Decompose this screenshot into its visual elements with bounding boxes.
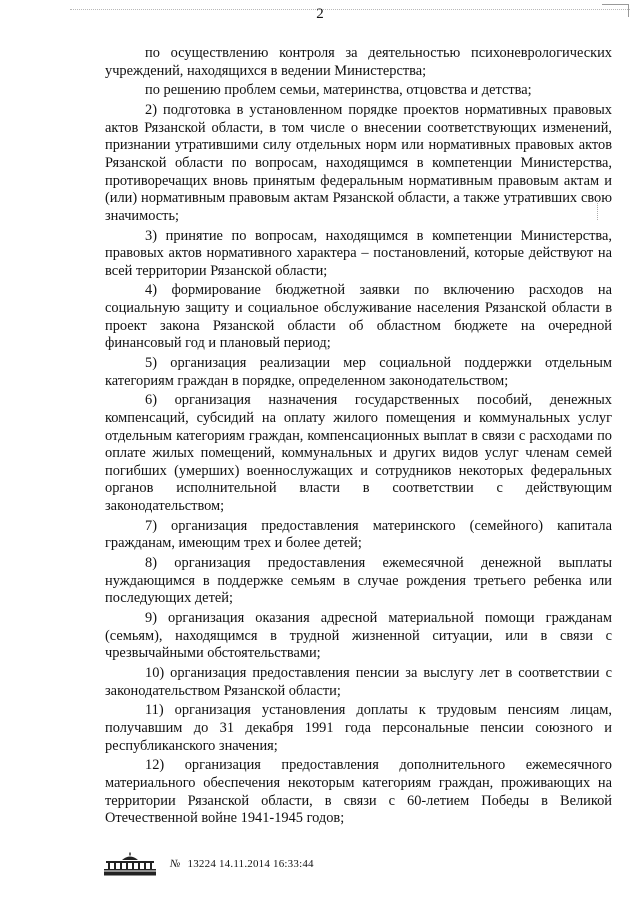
registration-stamp xyxy=(170,858,314,870)
paragraph-9: 9) организация оказания адресной материальной помощи гражданам (семьям), находящимся в трудной жизненной ситуации, или в связи с чрезвычайными обстоятельствами; xyxy=(105,610,612,662)
paragraph-1: по решению проблем семьи, материнства, отцовства и детства; xyxy=(145,82,532,99)
document-id: 13224 xyxy=(187,858,217,870)
paragraph-6: 6) организация назначения государственных пособий, денежных компенсаций, субсидий на оплату жилого помещения и коммунальных услуг отдельным категориям граждан, компенсационных выплат в связи с расходами по оплате жилых помещений, коммунальных и других видов услуг членам семей погибших (умерших) военнослужащих и сотрудников некоторых федеральных органов исполнительной власти в соответствии с действующим законодательством; xyxy=(105,392,612,514)
paragraph-10: 10) организация предоставления пенсии за выслугу лет в соответствии с законодательством Рязанской области; xyxy=(105,665,612,699)
paragraph-8: 8) организация предоставления ежемесячной денежной выплаты нуждающимся в поддержке семьям в случае рождения третьего ребенка или последующих детей; xyxy=(105,555,612,607)
footer xyxy=(100,852,314,876)
paragraph-4: 4) формирование бюджетной заявки по включению расходов на социальную защиту и социальное обслуживание населения Рязанской области в проект закона Рязанской области об областном бюджете на очередной финансовый год и плановый период; xyxy=(105,282,612,352)
paragraph-5: 5) организация реализации мер социальной поддержки отдельным категориям граждан в порядке, определенном законодательством; xyxy=(105,355,612,389)
number-sign: № xyxy=(170,858,181,870)
paragraph-12: 12) организация предоставления дополнительного ежемесячного материального обеспечения некоторым категориям граждан, проживающих на территории Рязанской области, в связи с 60-летием Победы в Великой Отечественной войне 1941-1945 годов; xyxy=(105,757,612,827)
paragraph-0: по осуществлению контроля за деятельностью психоневрологических учреждений, находящихся в ведении Министерства; xyxy=(105,45,612,79)
archive-logo-icon xyxy=(100,852,160,876)
paragraph-3: 3) принятие по вопросам, находящимся в компетенции Министерства, правовых актов нормативного характера – постановлений, которые действуют на всей территории Рязанской области; xyxy=(105,227,612,279)
paragraph-11: 11) организация установления доплаты к трудовым пенсиям лицам, получавшим до 31 декабря 1991 года персональные пенсии союзного и республиканского значения; xyxy=(105,702,612,754)
paragraph-7: 7) организация предоставления материнского (семейного) капитала гражданам, имеющим трех и более детей; xyxy=(105,517,612,552)
paragraph-2: 2) подготовка в установленном порядке проектов нормативных правовых актов Рязанской области, в том числе о внесении соответствующих изменений, признании утратившими силу отдельных норм или нормативных правовых актов Рязанской области по вопросам, находящимся в компетенции Министерства, противоречащих вновь принятым федеральным нормативным правовым актам и (или) нормативным правовым актам Рязанской области, а также утративших свою значимость; xyxy=(105,102,612,224)
margin-mark xyxy=(597,200,598,220)
document-body xyxy=(105,45,612,828)
timestamp: 14.11.2014 16:33:44 xyxy=(218,858,314,870)
page-number: 2 xyxy=(316,6,324,22)
